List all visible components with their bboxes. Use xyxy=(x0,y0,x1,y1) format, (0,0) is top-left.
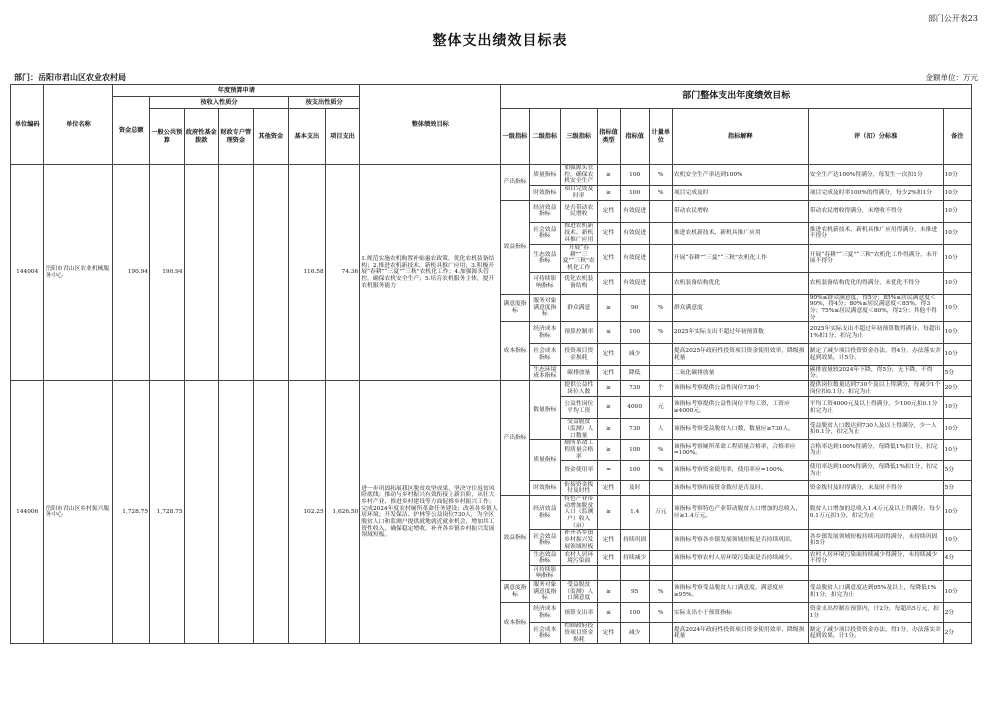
measure-unit: % xyxy=(649,461,672,481)
indicator-explanation: 农机装备结构优化 xyxy=(672,272,808,294)
measure-unit: % xyxy=(649,185,672,200)
measure-unit: 人 xyxy=(649,419,672,440)
scoring-standard: 安全生产达100%得满分，每发生一次扣1分 xyxy=(808,165,943,186)
indicator-level2: 社会成本指标 xyxy=(529,344,560,366)
indicator-level3: 资金使用率 xyxy=(560,461,597,481)
scoring-standard: 资金支出控制在预算内，计2分，每超出5万元，扣1分 xyxy=(808,603,943,623)
header-total-funds: 资金总额 xyxy=(113,97,150,165)
indicator-level2: 生态效益指标 xyxy=(529,244,560,272)
remark: 10分 xyxy=(943,272,971,294)
scoring-standard: 受益脱贫人口数达到730人及以上得满分，少一人扣0.1分，扣完为止 xyxy=(808,419,943,440)
indicator-level3: 预算支出率 xyxy=(560,603,597,623)
value-type xyxy=(597,566,620,581)
measure-unit xyxy=(649,222,672,244)
performance-table xyxy=(10,84,972,644)
indicator-value: 有效促进 xyxy=(620,200,649,222)
indicator-level3: 衔接资金拨付及时性 xyxy=(560,481,597,496)
indicator-value: 730 xyxy=(620,381,649,397)
remark: 10分 xyxy=(943,294,971,322)
header-unit-code: 单位编码 xyxy=(11,85,44,165)
indicator-value: 1.4 xyxy=(620,496,649,530)
unit-code: 144004 xyxy=(11,165,44,381)
measure-unit xyxy=(649,344,672,366)
indicator-level3: 投资项目资金损耗 xyxy=(560,344,597,366)
scoring-standard: 各乡镇发展领域短板持续巩固得满分，未持续巩固扣5分 xyxy=(808,530,943,551)
remark: 10分 xyxy=(943,419,971,440)
value-type: ≥ xyxy=(597,496,620,530)
header-remark: 备注 xyxy=(943,109,971,165)
indicator-level3 xyxy=(560,566,597,581)
fiscal-special xyxy=(219,165,254,381)
scoring-standard: 提供岗位数量达到730个及以上得满分，每减少1个岗位扣0.1分，扣完为止 xyxy=(808,381,943,397)
table-body xyxy=(11,165,972,644)
indicator-explanation: 该指标考察各乡镇发展领域短板是否持续巩固。 xyxy=(672,530,808,551)
indicator-level3: 项目完成及时率 xyxy=(560,185,597,200)
value-type: 定性 xyxy=(597,530,620,551)
scoring-standard: 带动农民增收得满分，未增收不得分 xyxy=(808,200,943,222)
indicator-level2: 经济效益指标 xyxy=(529,496,560,530)
indicator-level2: 质量指标 xyxy=(529,165,560,186)
value-type: ≥ xyxy=(597,581,620,603)
indicator-level2: 生态效益指标 xyxy=(529,551,560,566)
indicator-level2: 数量指标 xyxy=(529,381,560,440)
indicator-level3: 农村人居环境污染面 xyxy=(560,551,597,566)
header-measure-unit: 计量单位 xyxy=(649,109,672,165)
measure-unit xyxy=(649,244,672,272)
indicator-level1: 满意度指标 xyxy=(501,294,529,322)
overall-goal: 进一步巩固拓展我区脱贫攻坚成果，坚决守住返贫风险底线；推动与乡村振兴有效衔接上新台阶，从壮大乡村产业、推进乡村建设等方面促推乡村振兴工作；完成2024年度农村厕所革命任务建设；改善各乡镇人居环境；开发保洁、护林等公益岗位730人，为全区脱贫人口和监测户提供就地就近就业机会，增加其工资性收入，确保稳定增收，补齐各乡镇乡村振兴发展领域短板。 xyxy=(360,381,501,644)
scoring-standard: 农村人居环境污染面持续减少得满分，未持续减少不得分 xyxy=(808,551,943,566)
remark xyxy=(943,566,971,581)
header-unit-name: 单位名称 xyxy=(44,85,113,165)
indicator-level3: 提供公益性岗位人数 xyxy=(560,381,597,397)
indicator-explanation: 该指标考察提供公益性岗位730个 xyxy=(672,381,808,397)
remark: 10分 xyxy=(943,322,971,344)
remark: 2分 xyxy=(943,623,971,644)
remark: 4分 xyxy=(943,551,971,566)
indicator-level3: 补齐各乡镇乡村振兴发展领域短板 xyxy=(560,530,597,551)
value-type: 定性 xyxy=(597,623,620,644)
scoring-standard: 合格率达到100%得满分，每降低1%扣1分，扣完为止 xyxy=(808,440,943,461)
indicator-level2: 可持续影响指标 xyxy=(529,272,560,294)
indicator-level1: 成本指标 xyxy=(501,322,529,381)
value-type: 定性 xyxy=(597,344,620,366)
page-corner-label: 部门公开表23 xyxy=(927,14,978,23)
indicator-level1: 效益指标 xyxy=(501,200,529,294)
remark: 5分 xyxy=(943,481,971,496)
header-scoring: 评（扣）分标准 xyxy=(808,109,943,165)
indicator-explanation: 该指标考察农村人居环境污染面是否持续减少。 xyxy=(672,551,808,566)
scoring-standard: 脱贫人口增加的总收入1.4万元及以上得满分，每少0.1万元扣1分，扣完为止 xyxy=(808,496,943,530)
indicator-level2: 质量指标 xyxy=(529,440,560,481)
indicator-value: 100 xyxy=(620,185,649,200)
indicator-value: 100 xyxy=(620,440,649,461)
measure-unit xyxy=(649,623,672,644)
indicator-value: 100 xyxy=(620,322,649,344)
indicator-level3: 预算控制率 xyxy=(560,322,597,344)
value-type: = xyxy=(597,461,620,481)
indicator-level2: 生态环境成本指标 xyxy=(529,366,560,381)
indicator-level2: 社会成本指标 xyxy=(529,623,560,644)
value-type: 定性 xyxy=(597,366,620,381)
other-funds xyxy=(253,165,289,381)
measure-unit: % xyxy=(649,294,672,322)
measure-unit xyxy=(649,272,672,294)
public-budget: 190.94 xyxy=(150,165,185,381)
indicator-explanation: 该指标考察特色产业带动脱贫人口增加的总收入，应≥1.4万元。 xyxy=(672,496,808,530)
remark: 10分 xyxy=(943,397,971,419)
indicator-explanation: 该指标考察衔接资金拨付是否及时。 xyxy=(672,481,808,496)
value-type: 定性 xyxy=(597,222,620,244)
indicator-level3: 群众满意 xyxy=(560,294,597,322)
scoring-standard: 制定了减少项目投资资金办法，得1分，办法落实并起到效果，计1分。 xyxy=(808,623,943,644)
project-expense: 74.36 xyxy=(325,165,360,381)
indicator-level2: 服务对象满意度指标 xyxy=(529,294,560,322)
department-label: 部门：岳阳市君山区农业农村局 xyxy=(14,72,126,82)
measure-unit: 元 xyxy=(649,397,672,419)
overall-goal: 1.规范实施农机购置补贴惠农政策，优化农机装备结构；2.推进农机新技术，新机具推广应用；3.积极开展“春耕”“三夏”“三秋”农机化工作；4.加强源头管控，确保农机安全生产；5.培育农机服务主体，提升农机服务能力 xyxy=(360,165,501,381)
header-gov-fund: 政府性基金拨款 xyxy=(184,109,219,165)
remark: 2分 xyxy=(943,603,971,623)
remark: 10分 xyxy=(943,581,971,603)
scoring-standard: 制定了减少项目投资资金办法，得4分，办法落实并起到效果，计5分。 xyxy=(808,344,943,366)
indicator-explanation: 该指标考察受益脱贫人口数，数量应≥730人。 xyxy=(672,419,808,440)
value-type: ≥ xyxy=(597,440,620,461)
unit-code: 144006 xyxy=(11,381,44,644)
header-fiscal-special: 财政专户管理资金 xyxy=(219,109,254,165)
indicator-level2: 可持续影响指标 xyxy=(529,566,560,581)
value-type: 定性 xyxy=(597,272,620,294)
indicator-value xyxy=(620,566,649,581)
scoring-standard: 受益脱贫人口满意度达到95%及以上，每降低1%扣1分，扣完为止 xyxy=(808,581,943,603)
table-row xyxy=(11,165,972,186)
header-by-income: 按收入性质分 xyxy=(150,97,289,109)
indicator-explanation: 提高2024年政府性投资项目资金使用效率，降级损耗量 xyxy=(672,623,808,644)
fiscal-special xyxy=(219,381,254,644)
measure-unit xyxy=(649,200,672,222)
indicator-level2: 经济成本指标 xyxy=(529,603,560,623)
unit-name: 岳阳市君山区农业机械服务中心 xyxy=(44,165,113,381)
indicator-value: 90 xyxy=(620,294,649,322)
indicator-explanation: 该指标考察厕所革命工程质量合格率，合格率应=100%。 xyxy=(672,440,808,461)
indicator-level1: 产出指标 xyxy=(501,165,529,201)
indicator-explanation xyxy=(672,566,808,581)
indicator-level1: 效益指标 xyxy=(501,496,529,581)
header-basic-expense: 基本支出 xyxy=(289,109,326,165)
scoring-standard xyxy=(808,566,943,581)
other-funds xyxy=(253,381,289,644)
indicator-explanation: 该指标考察提供公益性岗位平均工资，工资应≥4000元。 xyxy=(672,397,808,419)
indicator-explanation: 项目完成及时 xyxy=(672,185,808,200)
indicator-value: 100 xyxy=(620,461,649,481)
remark: 20分 xyxy=(943,381,971,397)
remark: 5分 xyxy=(943,461,971,481)
header-value-type: 指标值类型 xyxy=(597,109,620,165)
indicator-value: 降低 xyxy=(620,366,649,381)
table-row xyxy=(11,381,972,397)
measure-unit: 个 xyxy=(649,381,672,397)
header-lvl2: 二级指标 xyxy=(529,109,560,165)
indicator-level2: 经济成本指标 xyxy=(529,322,560,344)
indicator-explanation: 农机安全生产率达到100% xyxy=(672,165,808,186)
value-type: ≥ xyxy=(597,381,620,397)
scoring-standard: 平均工资4000元及以上得满分，少100元扣0.1分扣完为止 xyxy=(808,397,943,419)
measure-unit xyxy=(649,481,672,496)
indicator-value: 730 xyxy=(620,419,649,440)
unit-name: 岳阳市君山区乡村振兴服务中心 xyxy=(44,381,113,644)
remark: 10分 xyxy=(943,165,971,186)
indicator-level2: 服务对象满意度指标 xyxy=(529,581,560,603)
measure-unit: 万元 xyxy=(649,496,672,530)
indicator-level2: 社会效益指标 xyxy=(529,222,560,244)
measure-unit: % xyxy=(649,581,672,603)
value-type: ≤ xyxy=(597,603,620,623)
indicator-explanation: 该指标考察受益脱贫人口满意度，满意度应≥95%。 xyxy=(672,581,808,603)
basic-expense: 102.25 xyxy=(289,381,326,644)
total-funds: 190.94 xyxy=(113,165,150,381)
measure-unit xyxy=(649,366,672,381)
page-title: 整体支出绩效目标表 xyxy=(432,33,568,49)
indicator-explanation: 2025年实际支出不超过年初预算数 xyxy=(672,322,808,344)
indicator-level3: 控制政府投资项目资金损耗 xyxy=(560,623,597,644)
remark: 10分 xyxy=(943,244,971,272)
indicator-level2: 社会效益指标 xyxy=(529,530,560,551)
indicator-value: 100 xyxy=(620,165,649,186)
total-funds: 1,728.75 xyxy=(113,381,150,644)
value-type: 定性 xyxy=(597,551,620,566)
measure-unit xyxy=(649,566,672,581)
indicator-level3: 受益脱贫（监测）人口满意度 xyxy=(560,581,597,603)
measure-unit: % xyxy=(649,322,672,344)
indicator-level1: 成本指标 xyxy=(501,603,529,644)
indicator-level3: 受益脱贫（监测）人口数量 xyxy=(560,419,597,440)
indicator-value: 持续巩固 xyxy=(620,530,649,551)
indicator-level3: 推进农机新技术、新机具推广应用 xyxy=(560,222,597,244)
header-explanation: 指标解释 xyxy=(672,109,808,165)
indicator-level3: 加强源头管控，确保农机安全生产 xyxy=(560,165,597,186)
gov-fund xyxy=(184,165,219,381)
indicator-level3: 厕所革命工程质量合格率 xyxy=(560,440,597,461)
indicator-explanation: 提高2025年政府性投资项目资金使用效率，降级损耗量 xyxy=(672,344,808,366)
indicator-value: 减少 xyxy=(620,623,649,644)
currency-unit-label: 金额单位：万元 xyxy=(925,73,978,82)
indicator-explanation: 实际支出小于预算指标 xyxy=(672,603,808,623)
scoring-standard: 资金拨付及时得满分，未及时不得分 xyxy=(808,481,943,496)
header-overall-goal: 整体绩效目标 xyxy=(360,85,501,165)
value-type: ≥ xyxy=(597,397,620,419)
indicator-level2: 时效指标 xyxy=(529,481,560,496)
value-type: ≥ xyxy=(597,419,620,440)
indicator-value: 及时 xyxy=(620,481,649,496)
indicator-explanation: 开展“春耕”“三夏”“三秋”农机化工作 xyxy=(672,244,808,272)
indicator-level2: 时效指标 xyxy=(529,185,560,200)
value-type: ≤ xyxy=(597,322,620,344)
indicator-explanation: 带动农民增收 xyxy=(672,200,808,222)
project-expense: 1,626.50 xyxy=(325,381,360,644)
value-type: 定性 xyxy=(597,200,620,222)
measure-unit: % xyxy=(649,165,672,186)
indicator-explanation: 二氧化碳排放量 xyxy=(672,366,808,381)
indicator-value: 持续减少 xyxy=(620,551,649,566)
remark: 10分 xyxy=(943,440,971,461)
indicator-value: 减少 xyxy=(620,344,649,366)
header-other-funds: 其他资金 xyxy=(253,109,289,165)
indicator-value: 有效促进 xyxy=(620,222,649,244)
indicator-explanation: 该指标考察资金使用率，使用率应=100%。 xyxy=(672,461,808,481)
header-project-expense: 项目支出 xyxy=(325,109,360,165)
public-budget: 1,728.75 xyxy=(150,381,185,644)
value-type: 定性 xyxy=(597,244,620,272)
measure-unit: % xyxy=(649,440,672,461)
header-annual-budget: 年度预算申请 xyxy=(113,85,360,97)
header-lvl1: 一级指标 xyxy=(501,109,529,165)
header-value: 指标值 xyxy=(620,109,649,165)
remark: 10分 xyxy=(943,185,971,200)
remark: 10分 xyxy=(943,530,971,551)
scoring-standard: 推进农机新技术、新机具推广应用得满分，未推进不得分 xyxy=(808,222,943,244)
scoring-standard: 农机装备结构优化的得满分，未优化不得分 xyxy=(808,272,943,294)
indicator-level1: 满意度指标 xyxy=(501,581,529,603)
indicator-value: 95 xyxy=(620,581,649,603)
indicator-level3: 碳排放量 xyxy=(560,366,597,381)
indicator-level2: 经济效益指标 xyxy=(529,200,560,222)
measure-unit: % xyxy=(649,603,672,623)
indicator-explanation: 群众满意度 xyxy=(672,294,808,322)
scoring-standard: 90%≤群众满意度，得5分；85%≤居民满意度＜90%，得4分；80%≤居民满意度＜85%，得3分；75%≤居民满意度＜80%，得2分；其他不得分 xyxy=(808,294,943,322)
scoring-standard: 开展“春耕”“三夏”“三秋”农机化工作得满分，未开展不得分 xyxy=(808,244,943,272)
indicator-level3: 公益性岗位平均工资 xyxy=(560,397,597,419)
value-type: ≥ xyxy=(597,294,620,322)
scoring-standard: 项目完成及时率100%的得满分，每少2%扣1分 xyxy=(808,185,943,200)
value-type: ≥ xyxy=(597,185,620,200)
header-by-expense: 按支出性质分 xyxy=(289,97,360,109)
gov-fund xyxy=(184,381,219,644)
indicator-level3: 优化农机装备结构 xyxy=(560,272,597,294)
measure-unit xyxy=(649,530,672,551)
indicator-value: 有效促进 xyxy=(620,272,649,294)
indicator-value: 有效促进 xyxy=(620,244,649,272)
remark: 10分 xyxy=(943,344,971,366)
measure-unit xyxy=(649,551,672,566)
indicator-level3: 开展“春耕”“三夏”“三秋”农机化工作 xyxy=(560,244,597,272)
indicator-level3: 特色产业带动增加脱贫人口（监测户）收入（亩） xyxy=(560,496,597,530)
indicator-explanation: 推进农机新技术、新机具推广应用 xyxy=(672,222,808,244)
basic-expense: 116.58 xyxy=(289,165,326,381)
indicator-value: 100 xyxy=(620,603,649,623)
scoring-standard: 碳排放量较2024年下降，得5分，无下降，不得分。 xyxy=(808,366,943,381)
header-public-budget: 一般公共预算 xyxy=(150,109,185,165)
value-type: 定性 xyxy=(597,481,620,496)
indicator-value: 4000 xyxy=(620,397,649,419)
remark: 5分 xyxy=(943,366,971,381)
header-lvl3: 三级指标 xyxy=(560,109,597,165)
remark: 10分 xyxy=(943,222,971,244)
remark: 10分 xyxy=(943,496,971,530)
indicator-level3: 是否带动农民增收 xyxy=(560,200,597,222)
header-dept-indicators: 部门整体支出年度绩效目标 xyxy=(501,85,972,109)
value-type: ≥ xyxy=(597,165,620,186)
indicator-level1: 产出指标 xyxy=(501,381,529,496)
scoring-standard: 2025年实际支出不超过年初预算数得满分，每超出1%扣1分，扣完为止 xyxy=(808,322,943,344)
scoring-standard: 使用率达到100%得满分，每降低1%扣1分，扣完为止 xyxy=(808,461,943,481)
remark: 10分 xyxy=(943,200,971,222)
